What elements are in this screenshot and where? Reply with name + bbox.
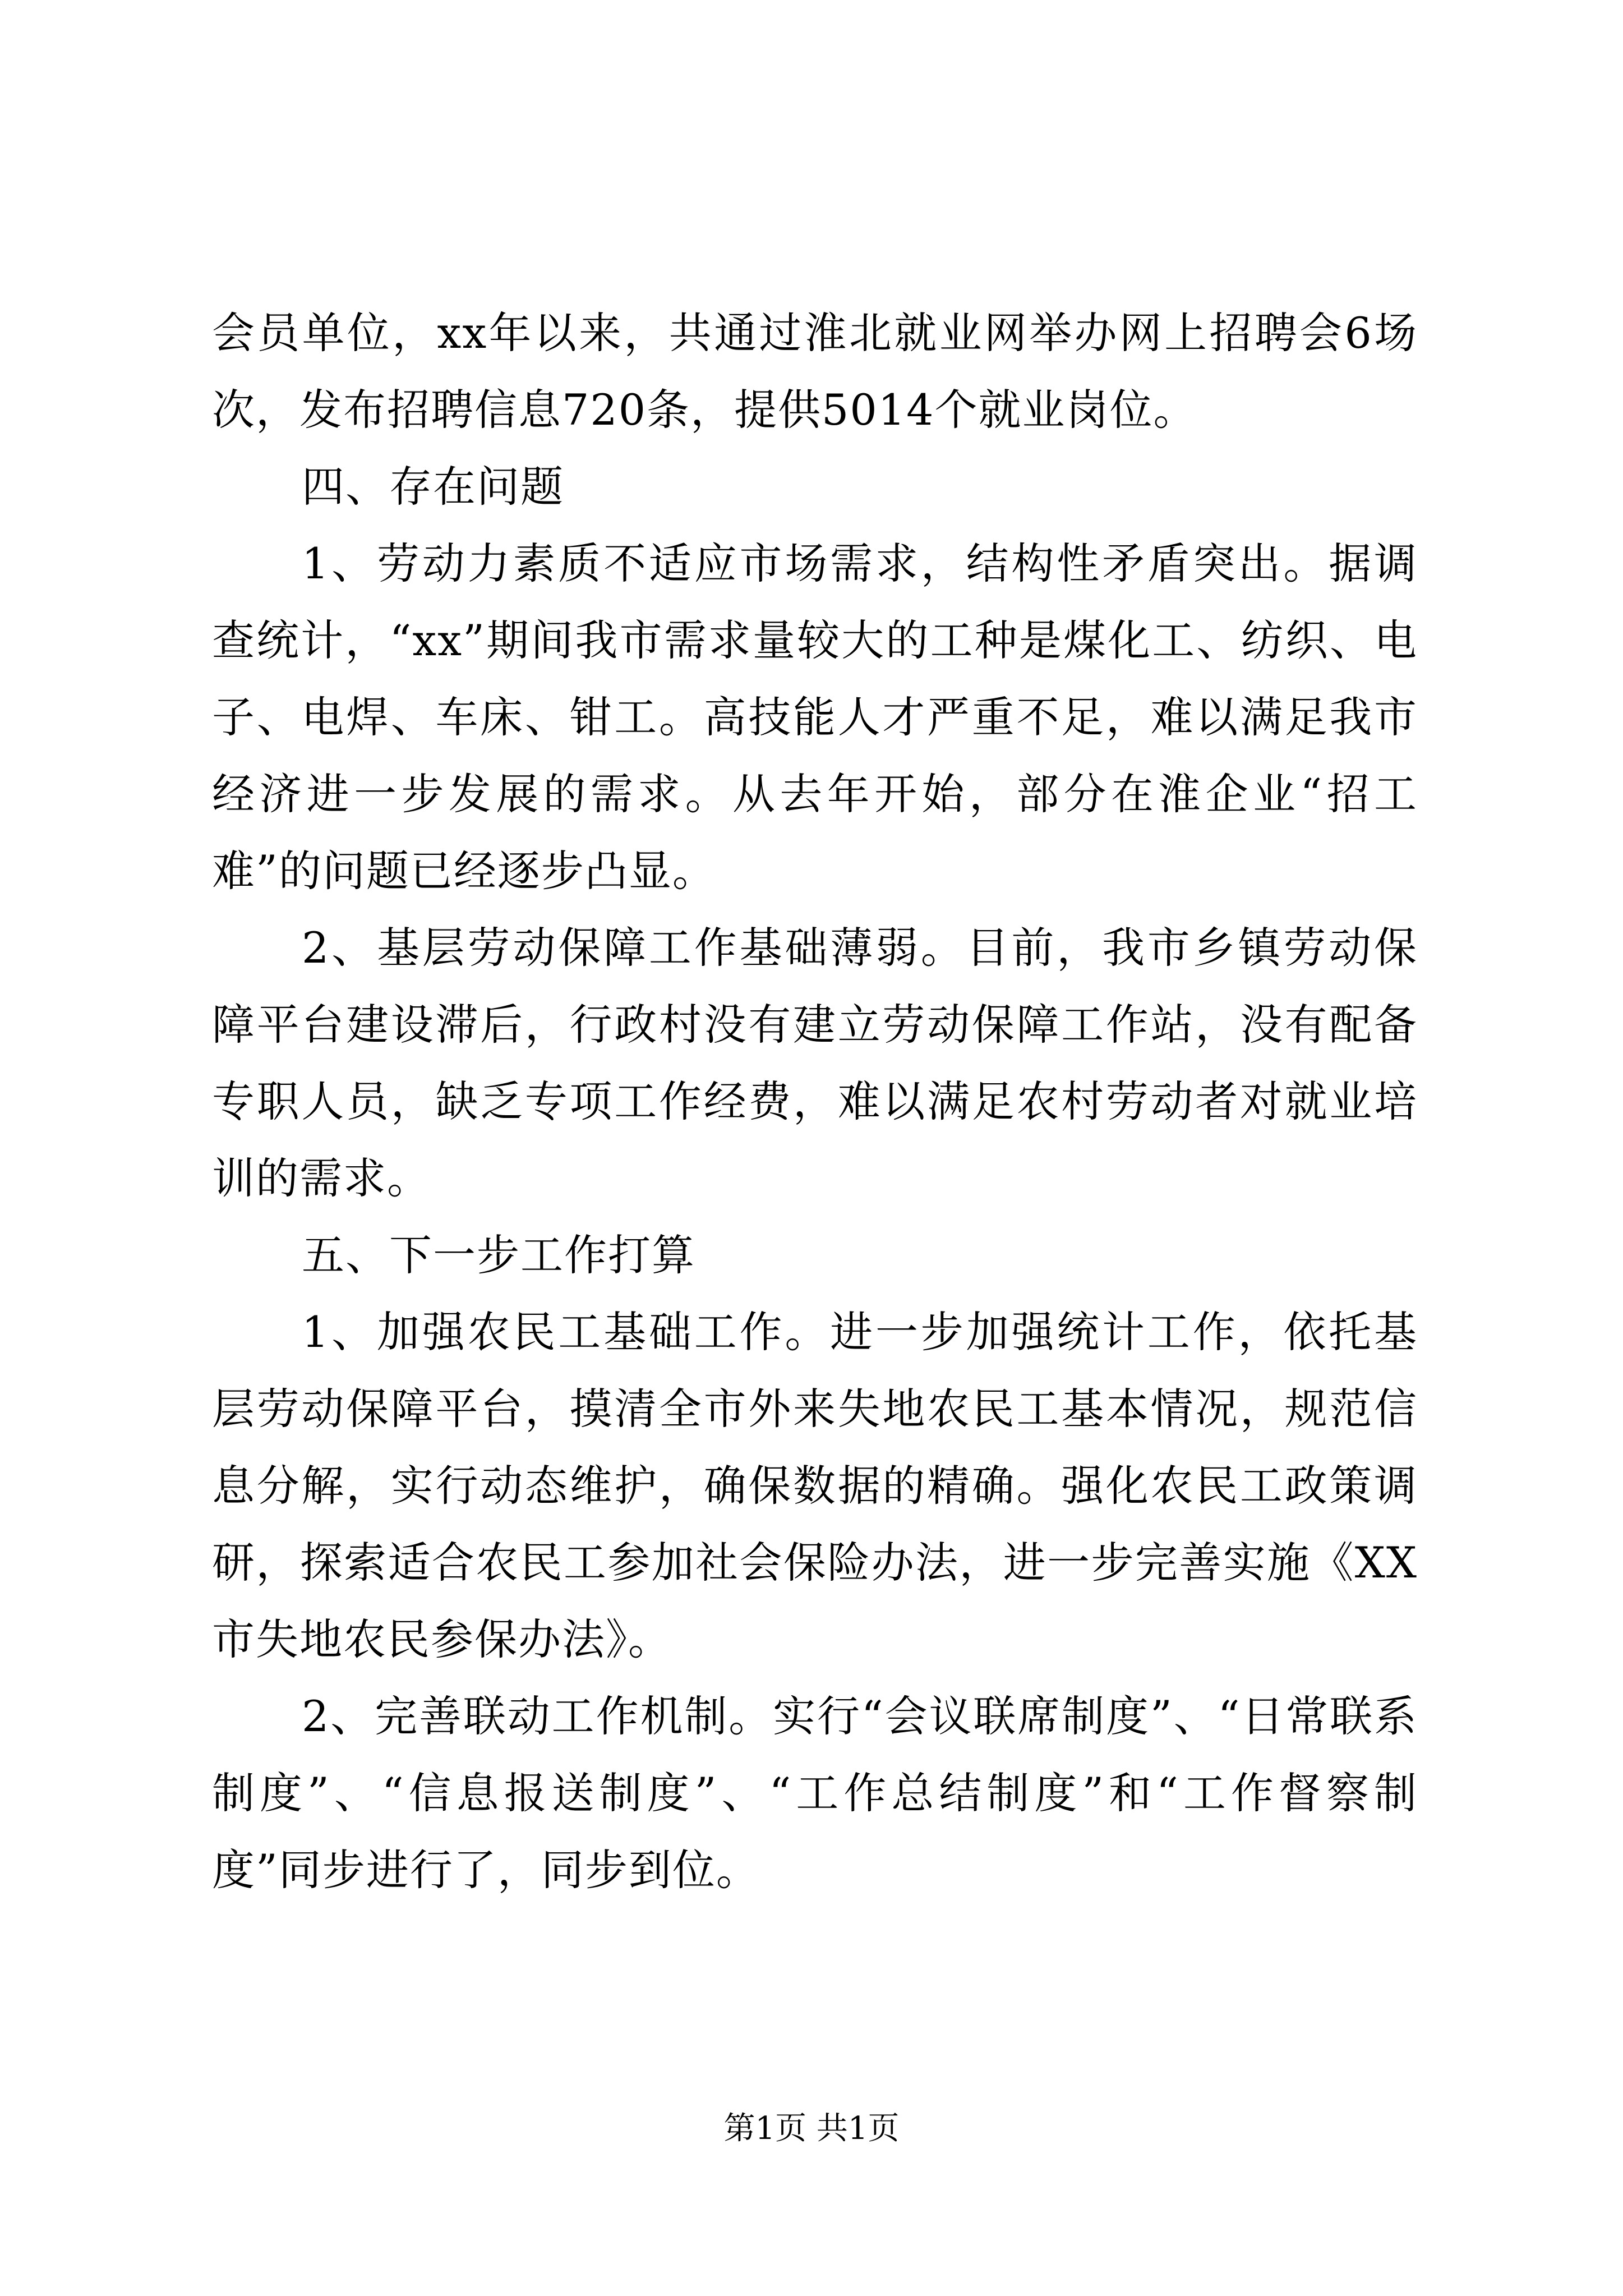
paragraph-problem-2: 2、基层劳动保障工作基础薄弱。目前，我市乡镇劳动保障平台建设滞后，行政村没有建立劳动保障工作站，没有配备专职人员，缺乏专项工作经费，难以满足农村劳动者对就业培训的需求。 bbox=[212, 923, 1418, 1203]
section-heading-next-steps: 五、下一步工作打算 bbox=[302, 1230, 695, 1280]
document-body bbox=[212, 295, 1418, 1908]
paragraph-continuation: 会员单位，xx年以来，共通过淮北就业网举办网上招聘会6场次，发布招聘信息720条，提供5014个就业岗位。 bbox=[212, 308, 1418, 435]
section-heading-problems: 四、存在问题 bbox=[302, 462, 564, 512]
paragraph-next-step-1: 1、加强农民工基础工作。进一步加强统计工作，依托基层劳动保障平台，摸清全市外来失地农民工基本情况，规范信息分解，实行动态维护，确保数据的精确。强化农民工政策调研，探索适合农民工参加社会保险办法，进一步完善实施《XX市失地农民参保办法》。 bbox=[212, 1307, 1418, 1664]
paragraph-next-step-2: 2、完善联动工作机制。实行“会议联席制度”、“日常联系制度”、“信息报送制度”、“工作总结制度”和“工作督察制度”同步进行了，同步到位。 bbox=[212, 1691, 1418, 1895]
paragraph-problem-1: 1、劳动力素质不适应市场需求，结构性矛盾突出。据调查统计，“xx”期间我市需求量较大的工种是煤化工、纺织、电子、电焊、车床、钳工。高技能人才严重不足，难以满足我市经济进一步发展的需求。从去年开始，部分在淮企业“招工难”的问题已经逐步凸显。 bbox=[212, 539, 1418, 896]
page-footer: 第1页 共1页 bbox=[723, 2110, 900, 2147]
